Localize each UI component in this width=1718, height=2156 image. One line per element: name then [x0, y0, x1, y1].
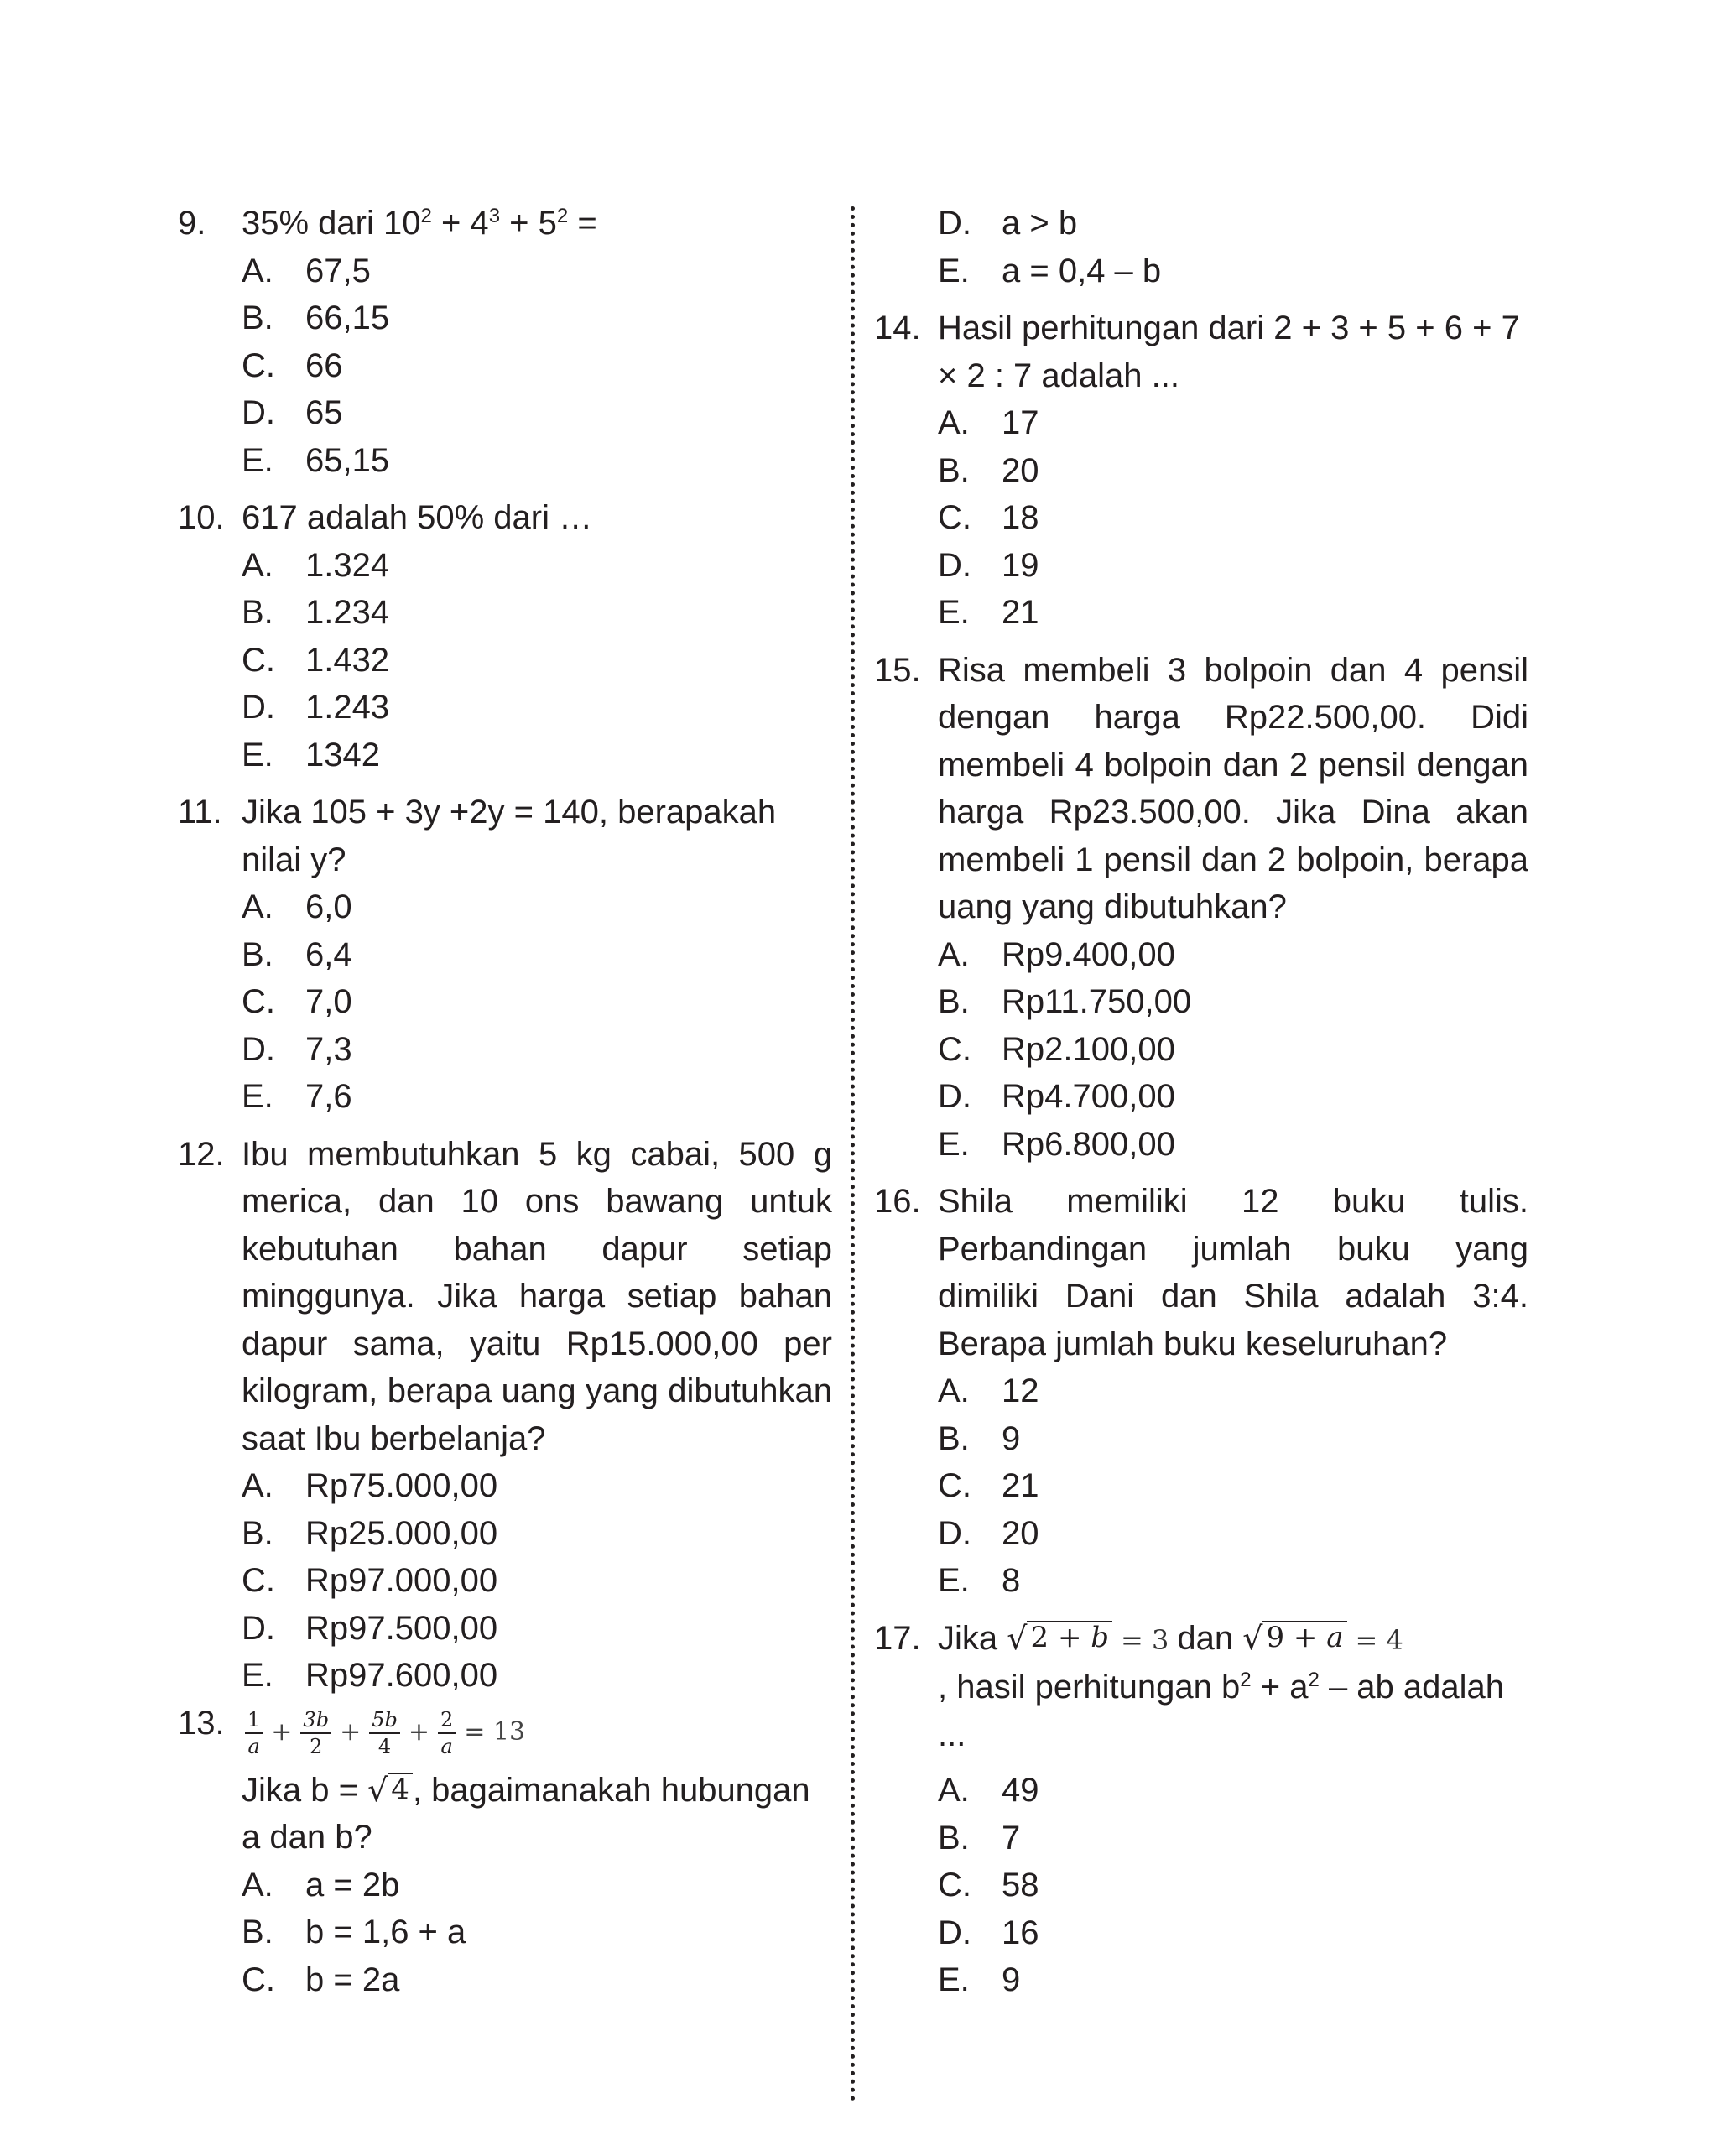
- option-text: a = 2b: [305, 1866, 400, 1903]
- equation: [242, 1700, 832, 1767]
- option-letter: E.: [938, 594, 970, 631]
- question-stem: Shila memiliki 12 buku tulis. Perbandingan jumlah buku yang dimiliki Dani dan Shila adalah 3:4. Berapa jumlah buku keseluruhan?: [938, 1183, 1528, 1362]
- stem-text: + 5: [500, 205, 557, 242]
- question-15: [874, 647, 1528, 1169]
- answer-option[interactable]: [242, 637, 832, 685]
- plus-sign: +: [1057, 1621, 1082, 1655]
- option-letter: B.: [938, 1819, 970, 1857]
- option-letter: E.: [938, 252, 970, 289]
- option-letter: A.: [242, 252, 273, 289]
- answer-options: [242, 883, 832, 1121]
- answer-options: [938, 1767, 1528, 2004]
- option-letter: B.: [242, 1514, 273, 1552]
- answer-option[interactable]: [242, 542, 832, 590]
- exponent: 2: [556, 205, 569, 227]
- option-text: 66,15: [305, 299, 390, 336]
- option-letter: E.: [242, 1657, 273, 1694]
- radicand: [1027, 1621, 1112, 1653]
- question-13-continued: [874, 200, 1528, 294]
- question-stem: [938, 1615, 1528, 1759]
- option-text: 65,15: [305, 441, 390, 479]
- question-stem: Jika 105 + 3y +2y = 140, berapakah nilai y?: [242, 794, 777, 878]
- answer-option[interactable]: [242, 1073, 832, 1121]
- equation-rhs: = 4: [1355, 1623, 1403, 1656]
- question-17: [874, 1615, 1528, 2004]
- option-letter: D.: [242, 1609, 275, 1647]
- stem-text: Jika: [938, 1619, 998, 1657]
- stem-text: , bagaimanakah hubungan a dan b?: [242, 1771, 810, 1856]
- answer-options: [938, 399, 1528, 637]
- answer-option[interactable]: [938, 247, 1528, 295]
- option-text: 20: [1002, 1514, 1039, 1552]
- option-letter: E.: [938, 1125, 970, 1163]
- option-text: 49: [1002, 1772, 1039, 1809]
- option-letter: C.: [242, 1562, 275, 1599]
- answer-options: [242, 1462, 832, 1700]
- fraction: [438, 1707, 456, 1759]
- option-letter: E.: [938, 1961, 970, 1998]
- answer-option[interactable]: [938, 1073, 1528, 1121]
- option-letter: B.: [242, 299, 273, 336]
- option-text: 20: [1002, 451, 1039, 489]
- option-text: 6,0: [305, 888, 352, 925]
- answer-option[interactable]: [938, 1026, 1528, 1074]
- option-text: 6,4: [305, 935, 352, 973]
- answer-option[interactable]: [242, 247, 832, 295]
- option-letter: B.: [242, 1914, 273, 1950]
- answer-option[interactable]: [938, 494, 1528, 542]
- option-letter: A.: [242, 888, 273, 925]
- option-text: Rp25.000,00: [305, 1514, 498, 1552]
- plus-sign: +: [1293, 1621, 1318, 1655]
- question-number: 17.: [874, 1619, 921, 1657]
- option-letter: D.: [938, 1914, 971, 1951]
- option-letter: B.: [242, 935, 273, 973]
- answer-option[interactable]: [242, 1652, 832, 1700]
- option-text: 58: [1002, 1867, 1039, 1903]
- option-letter: A.: [242, 1866, 273, 1903]
- option-letter: A.: [242, 1467, 273, 1504]
- answer-option[interactable]: [938, 1956, 1528, 2004]
- answer-option[interactable]: [242, 732, 832, 779]
- option-letter: E.: [242, 1078, 273, 1115]
- answer-option[interactable]: [938, 931, 1528, 979]
- square-root: √ 2 + b: [1007, 1621, 1112, 1653]
- stem-text: , hasil perhitungan b: [938, 1669, 1241, 1706]
- option-text: Rp97.500,00: [305, 1609, 498, 1647]
- answer-option[interactable]: [242, 931, 832, 979]
- question-number: 10.: [178, 499, 225, 536]
- answer-option[interactable]: [938, 1367, 1528, 1415]
- exponent: 2: [420, 205, 432, 227]
- denominator: a: [440, 1734, 453, 1758]
- question-number: 11.: [178, 794, 222, 831]
- answer-options: [242, 1862, 832, 2004]
- question-number: 16.: [874, 1183, 921, 1220]
- option-letter: A.: [938, 404, 970, 441]
- option-letter: E.: [938, 1562, 970, 1599]
- numerator: 3b: [300, 1707, 331, 1734]
- option-letter: C.: [242, 983, 275, 1020]
- equation-rhs: = 3: [1121, 1623, 1169, 1656]
- option-letter: A.: [242, 546, 273, 584]
- option-letter: E.: [242, 736, 273, 773]
- question-stem: Hasil perhitungan dari 2 + 3 + 5 + 6 + 7 × 2 : 7 adalah ...: [938, 310, 1520, 394]
- answer-option[interactable]: [242, 978, 832, 1026]
- option-letter: C.: [242, 346, 275, 384]
- answer-option[interactable]: [938, 1557, 1528, 1605]
- fraction: [300, 1707, 331, 1759]
- option-text: 67,5: [305, 252, 371, 289]
- answer-option[interactable]: [242, 389, 832, 437]
- question-12: [178, 1131, 832, 1700]
- radicand-term: 9: [1266, 1621, 1285, 1655]
- option-letter: B.: [938, 983, 970, 1020]
- option-text: 1.324: [305, 546, 390, 584]
- question-stem: Ibu membutuhkan 5 kg cabai, 500 g merica, dan 10 ons bawang untuk kebutuhan bahan dapur setiap minggunya. Jika harga setiap bahan dapur sama, yaitu Rp15.000,00 per kilogram, berapa uang yang dibutuhkan saat Ibu berbelanja?: [242, 1135, 832, 1457]
- column-divider: [851, 206, 855, 2102]
- answer-option[interactable]: [242, 589, 832, 637]
- option-text: 1.432: [305, 641, 390, 679]
- answer-option[interactable]: [242, 1510, 832, 1558]
- question-number: 13.: [178, 1704, 225, 1742]
- answer-option[interactable]: [938, 1121, 1528, 1169]
- option-text: 16: [1002, 1914, 1039, 1951]
- stem-text: =: [568, 205, 597, 242]
- question-number: 12.: [178, 1135, 225, 1173]
- option-text: 1342: [305, 736, 380, 773]
- question-16: [874, 1178, 1528, 1605]
- option-text: 17: [1002, 404, 1039, 441]
- radicand-term: b: [1091, 1621, 1110, 1655]
- right-column: [874, 200, 1528, 2014]
- option-letter: A.: [938, 1772, 970, 1809]
- answer-option[interactable]: [242, 684, 832, 732]
- option-letter: E.: [242, 441, 273, 479]
- question-stem: Risa membeli 3 bolpoin dan 4 pensil dengan harga Rp22.500,00. Didi membeli 4 bolpoin dan 2 pensil dengan harga Rp23.500,00. Jika Dina akan membeli 1 pensil dan 2 bolpoin, berapa uang yang dibutuhkan?: [938, 651, 1528, 925]
- answer-option[interactable]: [242, 1462, 832, 1510]
- radicand-term: a: [1326, 1621, 1344, 1655]
- option-text: 66: [305, 346, 343, 384]
- question-stem: [242, 1767, 832, 1862]
- answer-option[interactable]: [242, 883, 832, 931]
- option-text: 9: [1002, 1961, 1021, 1998]
- option-letter: C.: [242, 641, 275, 679]
- fraction: [369, 1707, 400, 1759]
- answer-option[interactable]: [242, 294, 832, 342]
- option-text: 7,3: [305, 1030, 352, 1068]
- option-text: a > b: [1002, 205, 1078, 242]
- option-text: 7: [1002, 1819, 1021, 1857]
- exponent: 3: [488, 205, 501, 227]
- option-text: Rp9.400,00: [1002, 935, 1175, 973]
- option-text: a = 0,4 – b: [1002, 252, 1162, 289]
- stem-text: Jika b =: [242, 1771, 368, 1809]
- answer-options: [242, 542, 832, 779]
- option-text: 1.243: [305, 689, 390, 726]
- answer-option[interactable]: [242, 1026, 832, 1074]
- option-text: Rp4.700,00: [1002, 1078, 1175, 1115]
- answer-options: [938, 1367, 1528, 1605]
- answer-option[interactable]: [938, 1462, 1528, 1510]
- question-number: 14.: [874, 310, 921, 346]
- option-letter: C.: [938, 499, 971, 536]
- radicand: 4: [388, 1773, 413, 1805]
- answer-options: [938, 931, 1528, 1169]
- option-letter: D.: [938, 205, 971, 242]
- option-letter: A.: [938, 935, 970, 973]
- option-letter: D.: [938, 546, 971, 584]
- plus-sign: +: [408, 1717, 430, 1747]
- option-text: Rp97.000,00: [305, 1562, 498, 1599]
- exponent: 2: [1308, 1669, 1320, 1691]
- option-text: b = 1,6 + a: [305, 1914, 466, 1950]
- option-letter: C.: [938, 1467, 971, 1504]
- fraction: [245, 1707, 263, 1759]
- stem-text: ...: [938, 1716, 966, 1753]
- answer-option[interactable]: [242, 1605, 832, 1653]
- answer-option[interactable]: [938, 1415, 1528, 1463]
- plus-sign: +: [340, 1717, 362, 1747]
- option-letter: D.: [938, 1514, 971, 1552]
- answer-option[interactable]: [938, 978, 1528, 1026]
- option-text: Rp2.100,00: [1002, 1030, 1175, 1068]
- stem-text: + 4: [431, 205, 489, 242]
- radicand-term: 2: [1030, 1621, 1049, 1655]
- question-13: [178, 1700, 832, 2004]
- answer-option[interactable]: [938, 200, 1528, 247]
- denominator: 2: [310, 1734, 323, 1758]
- square-root: √ 4: [367, 1773, 413, 1805]
- answer-option[interactable]: [938, 447, 1528, 495]
- option-text: 8: [1002, 1562, 1021, 1599]
- option-letter: D.: [242, 689, 275, 726]
- denominator: a: [247, 1734, 260, 1758]
- answer-option[interactable]: [242, 1956, 832, 2004]
- option-letter: D.: [242, 394, 275, 431]
- option-text: 7,0: [305, 983, 352, 1020]
- option-letter: C.: [938, 1867, 971, 1903]
- option-text: 65: [305, 394, 343, 431]
- option-text: 7,6: [305, 1078, 352, 1115]
- stem-text: dan: [1177, 1619, 1234, 1657]
- answer-option[interactable]: [242, 1862, 832, 1909]
- answer-option[interactable]: [938, 1862, 1528, 1909]
- answer-option[interactable]: [938, 1767, 1528, 1815]
- numerator: 5b: [369, 1707, 400, 1734]
- answer-option[interactable]: [938, 542, 1528, 590]
- option-letter: C.: [938, 1030, 971, 1068]
- square-root: √ 9 + a: [1242, 1621, 1346, 1653]
- option-text: 9: [1002, 1419, 1021, 1457]
- option-text: 1.234: [305, 594, 390, 631]
- stem-text: – ab adalah: [1319, 1669, 1505, 1706]
- question-stem: 617 adalah 50% dari …: [242, 499, 593, 536]
- question-11: [178, 789, 832, 1121]
- question-stem: [242, 200, 832, 247]
- radicand: [1262, 1621, 1346, 1653]
- option-text: Rp97.600,00: [305, 1657, 498, 1694]
- option-text: 19: [1002, 546, 1039, 584]
- option-text: 21: [1002, 1467, 1039, 1504]
- option-letter: B.: [938, 451, 970, 489]
- option-letter: A.: [938, 1372, 970, 1409]
- option-letter: B.: [242, 594, 273, 631]
- exponent: 2: [1240, 1669, 1252, 1691]
- denominator: 4: [377, 1734, 392, 1758]
- option-text: 18: [1002, 499, 1039, 536]
- option-letter: D.: [938, 1078, 971, 1115]
- answer-option[interactable]: [938, 1815, 1528, 1862]
- answer-option[interactable]: [938, 399, 1528, 447]
- option-text: 21: [1002, 594, 1039, 631]
- answer-option[interactable]: [938, 589, 1528, 637]
- question-number: 15.: [874, 651, 921, 689]
- plus-sign: +: [271, 1717, 293, 1747]
- option-letter: B.: [938, 1419, 970, 1457]
- answer-options: [242, 247, 832, 485]
- stem-text: + a: [1251, 1669, 1309, 1706]
- question-14: [874, 305, 1528, 637]
- option-text: Rp11.750,00: [1002, 983, 1192, 1020]
- answer-option[interactable]: [938, 1510, 1528, 1558]
- answer-option[interactable]: [938, 1909, 1528, 1957]
- numerator: 2: [438, 1707, 456, 1734]
- option-text: b = 2a: [305, 1961, 400, 1998]
- answer-option[interactable]: [242, 1557, 832, 1605]
- option-letter: C.: [242, 1961, 275, 1998]
- answer-option[interactable]: [242, 1909, 832, 1956]
- answer-option[interactable]: [242, 437, 832, 485]
- question-10: [178, 494, 832, 779]
- option-letter: D.: [242, 1030, 275, 1068]
- question-number: 9.: [178, 205, 206, 242]
- option-text: 12: [1002, 1372, 1039, 1409]
- option-text: Rp6.800,00: [1002, 1125, 1175, 1163]
- left-column: [178, 200, 832, 2013]
- numerator: 1: [245, 1707, 263, 1734]
- equation-rhs: = 13: [464, 1717, 526, 1747]
- answer-option[interactable]: [242, 342, 832, 390]
- question-9: [178, 200, 832, 484]
- option-text: Rp75.000,00: [305, 1467, 498, 1504]
- stem-text: 35% dari 10: [242, 205, 421, 242]
